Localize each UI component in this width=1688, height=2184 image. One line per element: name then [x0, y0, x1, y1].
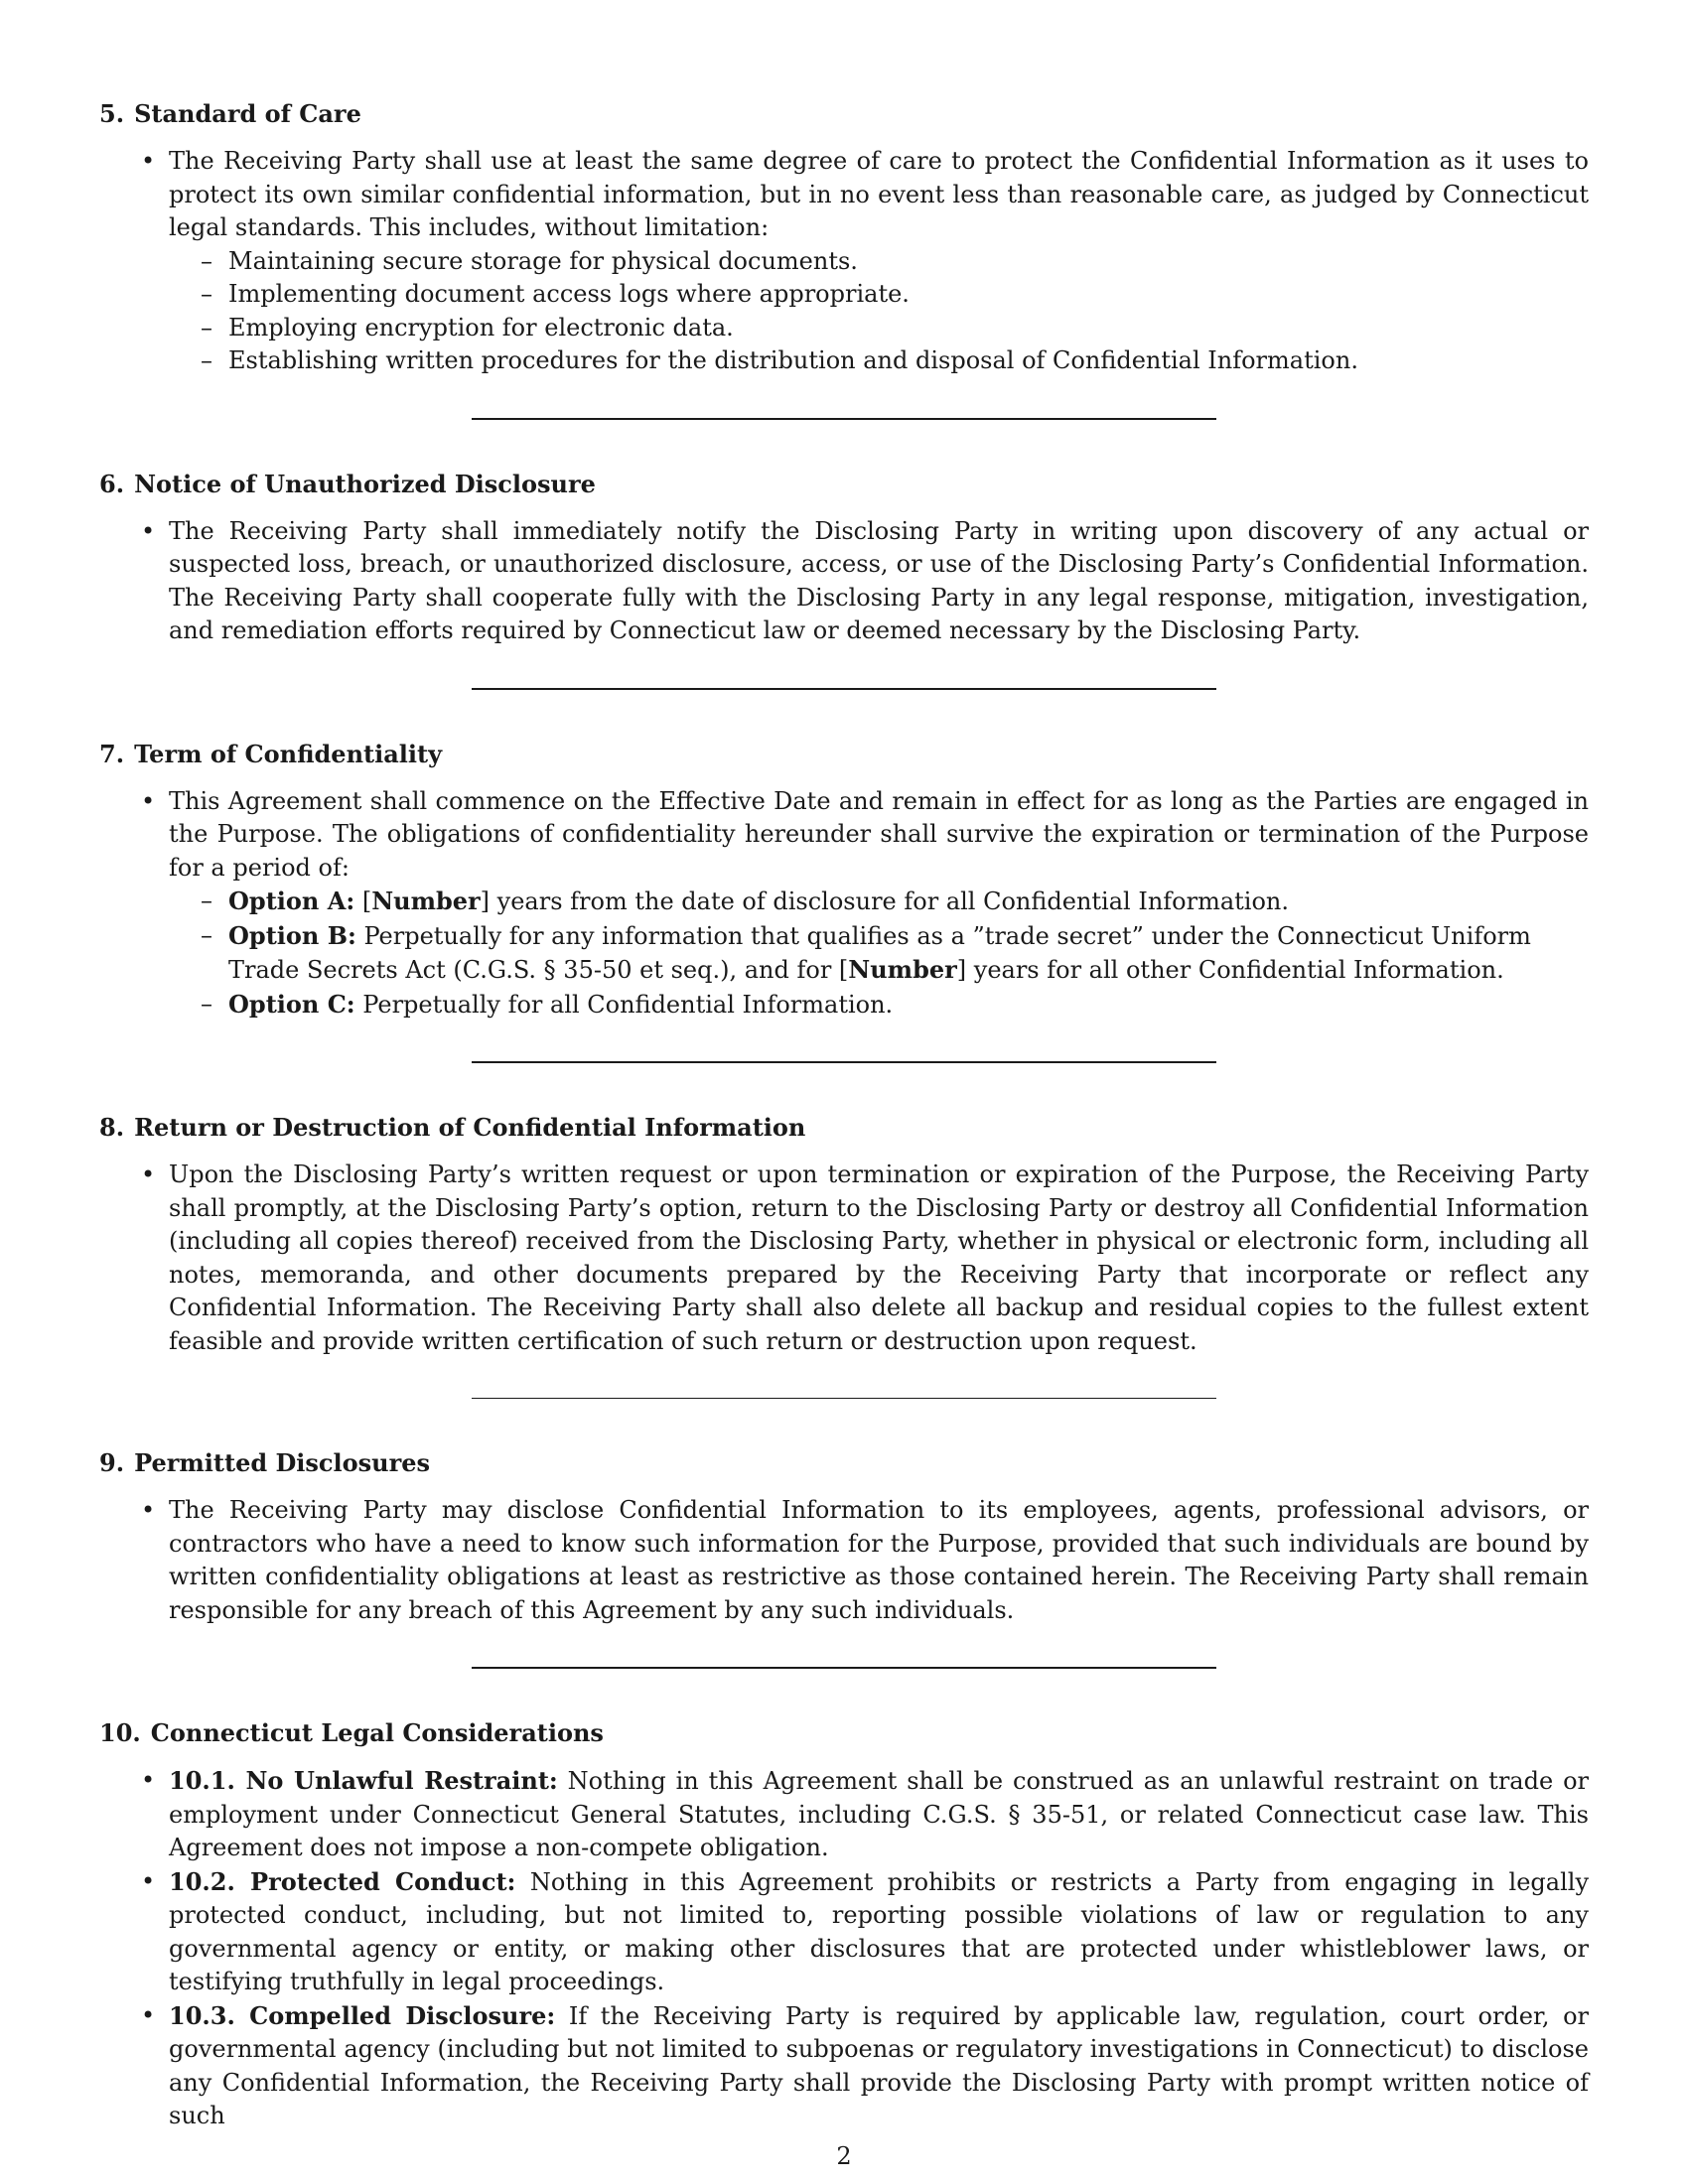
section-heading	[99, 1111, 1589, 1145]
option-b-item	[169, 919, 1589, 988]
section-divider	[472, 418, 1216, 420]
section-number: 7.	[99, 739, 125, 768]
placeholder-number: Number	[371, 887, 481, 915]
section-title: Connecticut Legal Considerations	[150, 1718, 604, 1747]
page-number: 2	[836, 2142, 852, 2170]
option-label: Option C:	[228, 989, 355, 1019]
option-label: Option B:	[228, 920, 356, 950]
paragraph-text: Upon the Disclosing Party’s written request or upon termination or expiration of the Purpose, the Receiving Party shall promptly, at the Disclosing Party’s option, return to the Disclosing Party or destroy all Confidential Information (including all copies thereof) received from the Disclosing Party, whether in physical or electronic form, including all notes, memoranda, and other documents prepared by the Receiving Party that incorporate or reflect any Confidential Information. The Receiving Party shall also delete all backup and residual copies to the fullest extent feasible and provide written certification of such return or destruction upon request.	[169, 1160, 1589, 1355]
dash-item: – Maintaining secure storage for physical documents.	[169, 245, 1589, 279]
section-permitted-disclosures	[99, 1446, 1589, 1627]
section-title: Permitted Disclosures	[134, 1448, 431, 1477]
clause-text: Nothing in this Agreement prohibits or restricts a Party from engaging in legally protected conduct, including, but not limited to, reporting possible violations of law or regulation to any governmental agency or entity, or making other disclosures that are protected under whistleblower laws, or testifying truthfully in legal proceedings.	[169, 1867, 1589, 1995]
section-heading	[99, 738, 1589, 771]
bullet-item	[99, 785, 1589, 1023]
section-term-of-confidentiality	[99, 738, 1589, 1023]
clause-text: If the Receiving Party is required by applicable law, regulation, court order, or governmental agency (including but not limited to subpoenas or regulatory investigations in Connecticut) to disclose any Confidential Information, the Receiving Party shall provide the Disclosing Party with prompt written notice of such	[169, 2001, 1589, 2129]
section-number: 8.	[99, 1113, 125, 1142]
document-page	[99, 97, 1589, 2133]
section-standard-of-care	[99, 97, 1589, 378]
placeholder-number: Number	[848, 955, 957, 984]
bullet-list	[99, 785, 1589, 1023]
section-number: 9.	[99, 1448, 125, 1477]
option-a-item	[169, 885, 1589, 919]
option-text: ] years for all other Confidential Information.	[956, 956, 1504, 984]
section-title: Term of Confidentiality	[134, 739, 443, 768]
bullet-item	[99, 145, 1589, 378]
clause-label: 10.1. No Unlawful Restraint:	[169, 1766, 558, 1795]
section-number: 10.	[99, 1718, 141, 1747]
bullet-list	[99, 145, 1589, 378]
section-connecticut-legal-considerations	[99, 1716, 1589, 2133]
clause-text: Nothing in this Agreement shall be construed as an unlawful restraint on trade or employment under Connecticut General Statutes, including C.G.S. § 35-51, or related Connecticut case law. This Agreement does not impose a non-compete obligation.	[169, 1767, 1589, 1861]
section-return-or-destruction	[99, 1111, 1589, 1358]
section-divider	[472, 1061, 1216, 1063]
option-text: Perpetually for any information that qualifies as a ”trade secret” under the Connecticut Uniform Trade Secrets Act (C.G.S. § 35-50 et seq.), and for [	[228, 921, 1531, 984]
dash-list	[169, 885, 1589, 1022]
section-heading	[99, 1446, 1589, 1480]
bullet-list	[99, 1494, 1589, 1627]
bullet-item-10-2	[99, 1865, 1589, 1999]
option-text: Perpetually for all Confidential Information.	[354, 990, 894, 1019]
option-text: [	[354, 887, 372, 915]
section-title: Return or Destruction of Confidential Information	[134, 1113, 806, 1142]
clause-label: 10.3. Compelled Disclosure:	[169, 2000, 556, 2030]
section-divider	[472, 688, 1216, 690]
dash-item: – Establishing written procedures for the distribution and disposal of Confidential Information.	[169, 344, 1589, 378]
dash-item: – Employing encryption for electronic data.	[169, 312, 1589, 345]
section-number: 6.	[99, 469, 125, 498]
section-divider	[472, 1398, 1216, 1399]
dash-list	[169, 245, 1589, 378]
option-text: ] years from the date of disclosure for all Confidential Information.	[480, 887, 1290, 915]
bullet-item-10-1	[99, 1764, 1589, 1865]
clause-label: 10.2. Protected Conduct:	[169, 1866, 516, 1896]
section-notice-of-unauthorized-disclosure	[99, 468, 1589, 648]
bullet-list	[99, 1159, 1589, 1358]
section-divider	[472, 1667, 1216, 1669]
paragraph-text: The Receiving Party shall immediately notify the Disclosing Party in writing upon discovery of any actual or suspected loss, breach, or unauthorized disclosure, access, or use of the Disclosing Party’s Confidential Information. The Receiving Party shall cooperate fully with the Disclosing Party in any legal response, mitigation, investigation, and remediation efforts required by Connecticut law or deemed necessary by the Disclosing Party.	[169, 516, 1589, 644]
bullet-item	[99, 1494, 1589, 1627]
section-title: Notice of Unauthorized Disclosure	[134, 469, 596, 498]
paragraph-text: The Receiving Party may disclose Confidential Information to its employees, agents, professional advisors, or contractors who have a need to know such information for the Purpose, provided that such individuals are bound by written confidentiality obligations at least as restrictive as those contained herein. The Receiving Party shall remain responsible for any breach of this Agreement by any such individuals.	[169, 1496, 1589, 1624]
section-heading	[99, 1716, 1589, 1750]
bullet-item-10-3	[99, 1999, 1589, 2133]
section-number: 5.	[99, 99, 125, 128]
dash-item: – Implementing document access logs where appropriate.	[169, 278, 1589, 312]
paragraph-text: This Agreement shall commence on the Effective Date and remain in effect for as long as the Parties are engaged in the Purpose. The obligations of confidentiality hereunder shall survive the expiration or termination of the Purpose for a period of:	[169, 786, 1589, 882]
paragraph-text: The Receiving Party shall use at least the same degree of care to protect the Confidential Information as it uses to protect its own similar confidential information, but in no event less than reasonable care, as judged by Connecticut legal standards. This includes, without limitation:	[169, 147, 1589, 241]
bullet-list	[99, 1764, 1589, 2133]
section-heading	[99, 468, 1589, 501]
option-c-item	[169, 988, 1589, 1023]
bullet-item	[99, 1159, 1589, 1358]
bullet-item	[99, 515, 1589, 648]
section-title: Standard of Care	[134, 99, 361, 128]
section-heading	[99, 97, 1589, 131]
option-label: Option A:	[228, 887, 355, 915]
bullet-list	[99, 515, 1589, 648]
